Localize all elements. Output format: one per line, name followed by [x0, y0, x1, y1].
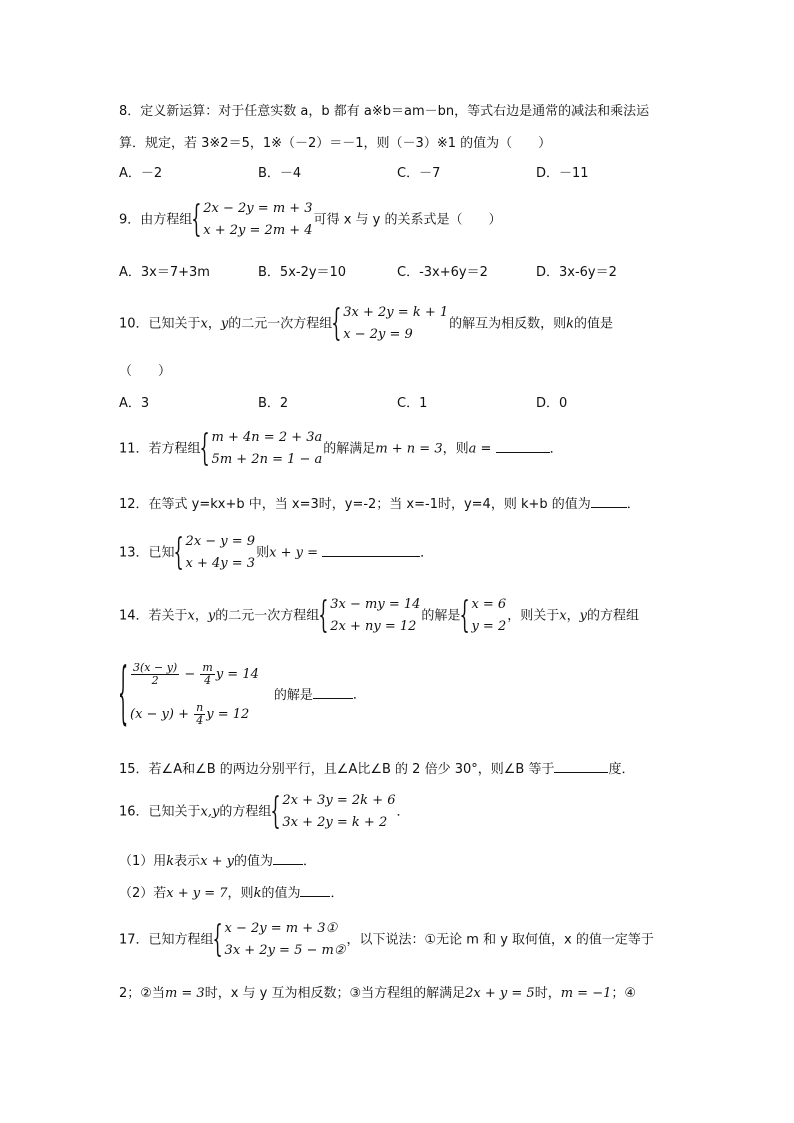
q17-line2: 2；②当m = 3时，x 与 y 互为相反数；③当方程组的解满足2x + y = 5时，m = −1；④ [119, 986, 637, 1001]
q14-solution: { x = 6 y = 2 [461, 594, 506, 638]
q9-option-a: A．3x＝7+3m [119, 265, 210, 280]
q8-option-a: A．－2 [119, 166, 163, 181]
q8-line2: 算．规定，若 3※2＝5，1※（－2）＝－1，则（－3）※1 的值为（ ） [119, 136, 552, 151]
q9-stem: 9．由方程组 { 2x − 2y = m + 3 x + 2y = 2m + 4 可得 x 与 y 的关系式是（ ） [119, 198, 502, 242]
q9-option-b: B．5x-2y＝10 [258, 265, 347, 280]
q8-option-b: B．－4 [258, 166, 302, 181]
q13-stem: 13．已知 { 2x − y = 9 x + 4y = 3 则x + y = ． [119, 531, 433, 575]
q8-option-c: C．－7 [397, 166, 441, 181]
q10-equation-system: { 3x + 2y = k + 1 x − 2y = 9 [333, 302, 448, 346]
q9-option-d: D．3x-6y＝2 [536, 265, 617, 280]
q14-stem: 14．若关于x，y的二元一次方程组 { 3x − my = 14 2x + ny = 12 的解是 { x = 6 y = 2 ，则关于x，y的方程组 [119, 594, 639, 638]
q9-equation-system: { 2x − 2y = m + 3 x + 2y = 2m + 4 [193, 198, 312, 242]
q8-option-d: D．－11 [536, 166, 589, 181]
q12-stem: 12．在等式 y=kx+b 中，当 x=3时，y=-2；当 x=-1时，y=4，则 k+b 的值为 ． [119, 493, 640, 515]
q16-part2-blank[interactable] [300, 882, 330, 897]
q10-option-b: B．2 [258, 396, 289, 411]
q14-second-equation-system: { $\frac{3(x - y)}{2}$ − $\frac{m}{4}$ y = 14 (x − y) + $\frac{n}{4}$ y = 12 [120, 655, 259, 735]
q10-option-d: D．0 [536, 396, 568, 411]
q10-answer-paren: （ ） [119, 364, 172, 379]
q16-equation-system: { 2x + 3y = 2k + 6 3x + 2y = k + 2 [272, 790, 395, 834]
q10-stem: 10．已知关于x，y的二元一次方程组 { 3x + 2y = k + 1 x − 2y = 9 的解互为相反数，则k的值是 [119, 302, 613, 346]
q16-part2: （2）若x + y = 7，则k的值为 ． [119, 882, 343, 904]
q10-option-a: A．3 [119, 396, 150, 411]
q14-second-system-line: { $\frac{3(x - y)}{2}$ − $\frac{m}{4}$ y = 14 (x − y) + $\frac{n}{4}$ y = 12 的解是 ． [119, 655, 366, 735]
q10-option-c: C．1 [397, 396, 428, 411]
q12-answer-blank[interactable] [591, 493, 627, 508]
q14-answer-blank[interactable] [313, 684, 353, 699]
q13-equation-system: { 2x − y = 9 x + 4y = 3 [176, 531, 256, 575]
q16-part1-blank[interactable] [273, 850, 303, 865]
q13-answer-blank[interactable] [322, 542, 420, 557]
q11-equation-system: { m + 4n = 2 + 3a 5m + 2n = 1 − a [202, 427, 323, 471]
q14-equation-system: { 3x − my = 14 2x + ny = 12 [320, 594, 420, 638]
q15-stem: 15．若∠A和∠B 的两边分别平行，且∠A比∠B 的 2 倍少 30°，则∠B 等于 度． [119, 758, 634, 780]
q9-option-c: C．-3x+6y＝2 [397, 265, 488, 280]
q11-answer-blank[interactable] [496, 438, 550, 453]
q17-equation-system: { x − 2y = m + 3① 3x + 2y = 5 − m② [215, 918, 346, 962]
q11-stem: 11．若方程组 { m + 4n = 2 + 3a 5m + 2n = 1 − a 的解满足m + n = 3，则a = ． [119, 427, 563, 471]
q16-part1: （1）用k表示x + y的值为 ． [119, 850, 316, 872]
q8-line1: 8．定义新运算：对于任意实数 a，b 都有 a※b＝am－bn，等式右边是通常的减法和乘法运 [119, 104, 650, 119]
q17-stem: 17．已知方程组 { x − 2y = m + 3① 3x + 2y = 5 − m② ，以下说法：①无论 m 和 y 取何值，x 的值一定等于 [119, 918, 654, 962]
q16-stem: 16．已知关于x,y的方程组 { 2x + 3y = 2k + 6 3x + 2y = k + 2 ． [119, 790, 410, 834]
q15-answer-blank[interactable] [554, 758, 608, 773]
